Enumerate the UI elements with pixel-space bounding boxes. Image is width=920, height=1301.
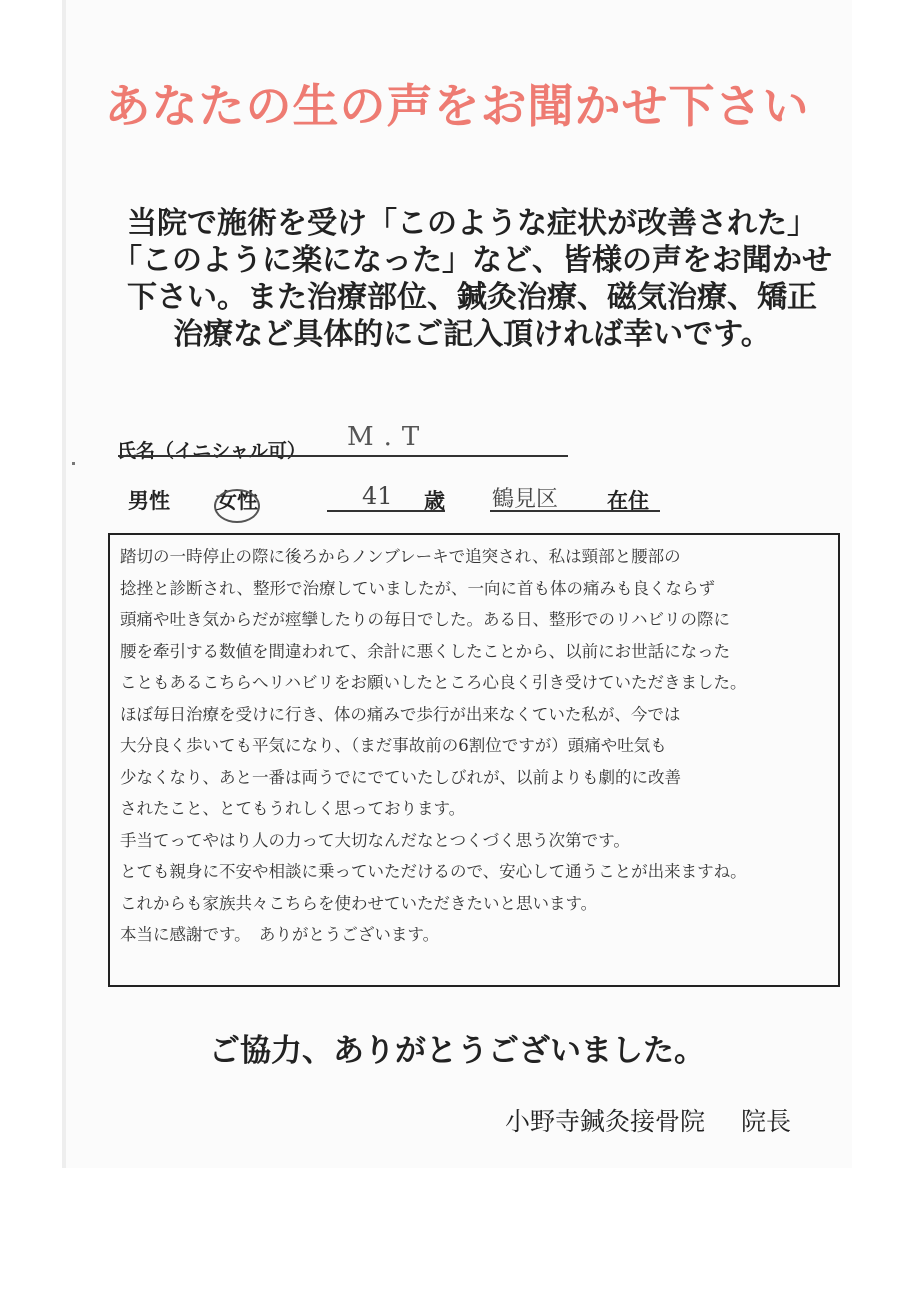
testimonial-line: 捻挫と診断され、整形で治療していましたが、一向に首も体の痛みも良くならず [120,578,715,598]
area-value: 鶴見区 [492,487,559,512]
intro-line: 治療など具体的にご記入頂ければ幸いです。 [173,317,771,352]
age-label: 歳 [424,489,445,513]
clinic-name: 小野寺鍼灸接骨院 [505,1107,706,1136]
testimonial-line: これからも家族共々こちらを使わせていただきたいと思います。 [120,893,598,913]
clinic-title: 院長 [741,1107,792,1136]
name-value: M.T [347,422,430,452]
testimonial-line: とても親身に不安や相談に乗っていただけるので、安心して通うことが出来ますね。 [120,862,747,881]
testimonial-line: 本当に感謝です。 ありがとうございます。 [120,925,440,944]
intro-line: 当院で施術を受け「このような症状が改善された」 [127,206,817,241]
page-title: あなたの生の声をお聞かせ下さい [104,79,810,133]
name-label: 氏名（イニシャル可） [117,440,306,462]
page-edge [62,0,66,1168]
testimonial-line: 手当てってやはり人の力って大切なんだなとつくづく思う次第です。 [120,830,630,850]
testimonial-line: こともあるこちらへリハビリをお願いしたところ心良く引き受けていただきました。 [120,673,747,692]
clinic-signature [505,1102,791,1138]
questionnaire-sheet [62,0,852,1168]
female-selected-circle [214,489,260,523]
testimonial-line: されたこと、とてもうれしく思っております。 [120,799,466,818]
residence-label: 在住 [607,489,649,513]
intro-text [82,205,862,353]
intro-line: 「このように楽になった」など、皆様の声をお聞かせ [112,243,832,278]
testimonial-box [108,533,840,987]
testimonial-line: 腰を牽引する数値を間違われて、余計に悪くしたことから、以前にお世話になった [120,641,731,661]
intro-line: 下さい。また治療部位、鍼灸治療、磁気治療、矯正 [127,280,817,315]
area-underline [490,510,660,512]
testimonial-line: 少なくなり、あと一番は両うでにでていたしびれが、以前よりも劇的に改善 [120,767,681,787]
male-option: 男性 [128,489,170,513]
name-underline [118,455,568,457]
testimonial-line: 頭痛や吐き気からだが痙攣したりの毎日でした。ある日、整形でのリハビリの際に [120,610,731,629]
scan-speck [72,462,75,465]
thanks-message: ご協力、ありがとうございました。 [209,1033,705,1069]
age-value: 41 [362,482,393,510]
handwritten-testimonial [120,541,836,951]
age-underline [327,510,445,512]
testimonial-line: 踏切の一時停止の際に後ろからノンブレーキで追突され、私は頸部と腰部の [120,547,681,566]
female-option: 女性 [216,489,258,513]
testimonial-line: ほぼ毎日治療を受けに行き、体の痛みで歩行が出来なくていた私が、今では [120,704,681,724]
testimonial-line: 大分良く歩いても平気になり、（まだ事故前の6割位ですが）頭痛や吐気も [120,736,667,755]
